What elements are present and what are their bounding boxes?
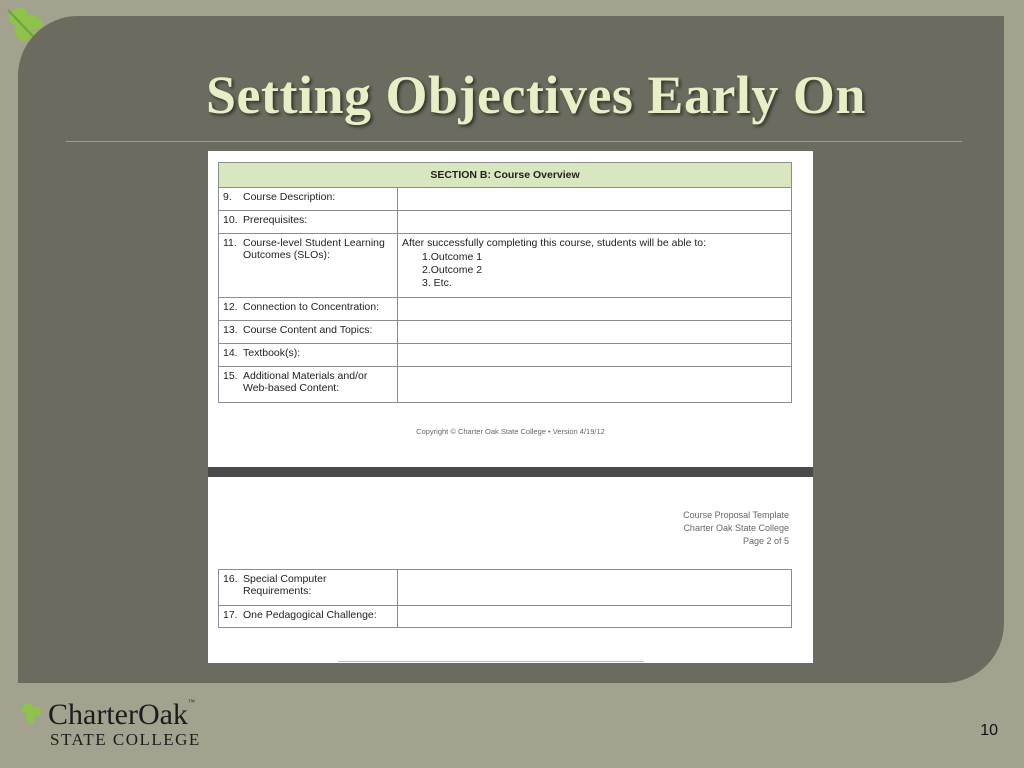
- row-number: 15.: [223, 370, 238, 382]
- slide-number: 10: [980, 722, 998, 739]
- logo-subtitle: STATE COLLEGE: [50, 730, 201, 749]
- row-value: [398, 367, 792, 403]
- row-label: [219, 570, 398, 606]
- row-label: [219, 321, 398, 344]
- table-row: [219, 188, 792, 211]
- row-label-text: Course Content and Topics:: [243, 324, 373, 336]
- row-label-text: Requirements:: [243, 585, 312, 597]
- row-value: [398, 606, 792, 628]
- copyright-footer: Copyright © Charter Oak State College • Version 4/19/12: [416, 427, 605, 436]
- row-number: 13.: [223, 324, 238, 336]
- row-label-text: Web-based Content:: [243, 382, 340, 394]
- row-value: [398, 234, 792, 298]
- table-row: [219, 606, 792, 628]
- table-row: [219, 570, 792, 606]
- page-break-divider: [208, 467, 813, 477]
- logo-wordmark: [48, 698, 195, 732]
- course-overview-table: [218, 162, 792, 403]
- row-label-text: One Pedagogical Challenge:: [243, 609, 377, 621]
- row-label: [219, 606, 398, 628]
- header-line: Course Proposal Template: [683, 510, 789, 520]
- document-screenshot: [208, 151, 813, 663]
- row-number: 16.: [223, 573, 238, 585]
- row-label: [219, 234, 398, 298]
- college-logo: [18, 698, 238, 754]
- trademark: ™: [187, 698, 195, 706]
- row-number: 14.: [223, 347, 238, 359]
- row-label-text: Special Computer: [243, 573, 327, 585]
- course-overview-table-continued: [218, 569, 792, 628]
- row-number: 17.: [223, 609, 238, 621]
- row-value: [398, 570, 792, 606]
- outcomes-intro: After successfully completing this course, students will be able to:: [402, 237, 707, 249]
- header-line: Charter Oak State College: [683, 523, 789, 533]
- row-value: [398, 188, 792, 211]
- table-row: [219, 298, 792, 321]
- row-number: 10.: [223, 214, 238, 226]
- row-label: [219, 211, 398, 234]
- row-label-text: Course Description:: [243, 191, 336, 203]
- section-heading: SECTION B: Course Overview: [219, 163, 792, 188]
- header-line: Page 2 of 5: [742, 536, 789, 546]
- row-label-text: Course-level Student Learning: [243, 237, 385, 249]
- row-value: [398, 298, 792, 321]
- row-label: [219, 298, 398, 321]
- footer-rule: [338, 661, 644, 662]
- row-label: [219, 188, 398, 211]
- row-label: [219, 367, 398, 403]
- page-header: [683, 509, 789, 548]
- row-number: 11.: [223, 237, 237, 249]
- table-row: [219, 344, 792, 367]
- slide-title: Setting Objectives Early On: [206, 65, 866, 125]
- oak-leaf-icon: [18, 700, 48, 730]
- logo-name: CharterOak: [48, 698, 188, 731]
- row-number: 9.: [223, 191, 232, 203]
- row-label-text: Textbook(s):: [243, 347, 301, 359]
- title-divider: [66, 141, 962, 142]
- row-label: [219, 344, 398, 367]
- table-row: [219, 234, 792, 298]
- table-row: [219, 321, 792, 344]
- list-item: 2.Outcome 2: [422, 264, 483, 276]
- row-value: [398, 211, 792, 234]
- row-label-text: Prerequisites:: [243, 214, 308, 226]
- outcome-list: [402, 251, 787, 290]
- row-label-text: Outcomes (SLOs):: [243, 249, 330, 261]
- row-value: [398, 344, 792, 367]
- row-number: 12.: [223, 301, 238, 313]
- list-item: 3. Etc.: [422, 277, 452, 289]
- row-label-text: Connection to Concentration:: [243, 301, 380, 313]
- list-item: 1.Outcome 1: [422, 251, 483, 263]
- row-value: [398, 321, 792, 344]
- table-row: [219, 367, 792, 403]
- row-label-text: Additional Materials and/or: [243, 370, 368, 382]
- table-row: [219, 211, 792, 234]
